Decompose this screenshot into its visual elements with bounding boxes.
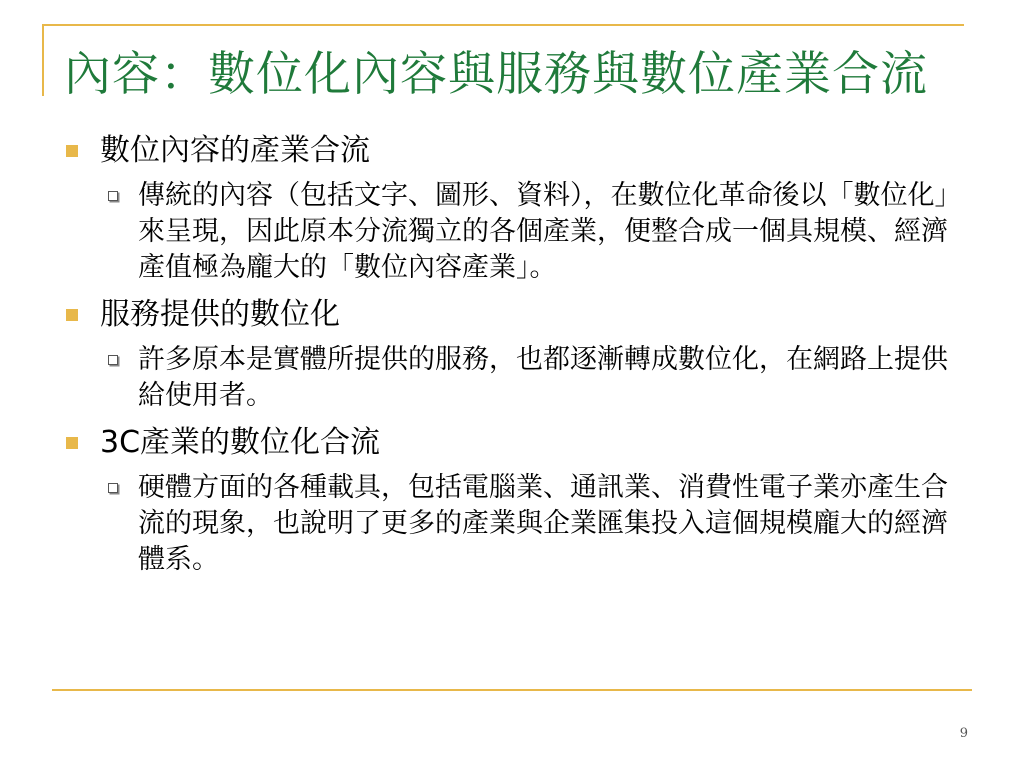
bullet-3c-convergence: [60, 424, 960, 462]
top-rule: [42, 24, 964, 26]
sub-bullet: [60, 342, 960, 414]
sub-bullet-text: 硬體方面的各種載具，包括電腦業、通訊業、消費性電子業亦產生合流的現象，也說明了更多的產業與企業匯集投入這個規模龐大的經濟體系。: [138, 472, 948, 575]
slide-body: [60, 132, 960, 588]
bullet-digital-content-convergence: [60, 132, 960, 170]
hollow-square-bullet-icon: [108, 483, 118, 493]
left-rule: [42, 24, 44, 96]
bullet-service-digitization: [60, 296, 960, 334]
sub-bullet: [60, 178, 960, 286]
filled-square-bullet-icon: [66, 145, 78, 157]
sub-bullet: [60, 470, 960, 578]
filled-square-bullet-icon: [66, 309, 78, 321]
bullet-text: 3C產業的數位化合流: [100, 425, 381, 460]
bullet-text: 服務提供的數位化: [100, 297, 340, 332]
page-number: 9: [959, 726, 968, 741]
filled-square-bullet-icon: [66, 437, 78, 449]
hollow-square-bullet-icon: [108, 191, 118, 201]
bullet-text: 數位內容的產業合流: [100, 133, 370, 168]
sub-bullet-text: 傳統的內容（包括文字、圖形、資料），在數位化革命後以「數位化」來呈現，因此原本分流獨立的各個產業，便整合成一個具規模、經濟產值極為龐大的「數位內容產業」。: [138, 180, 948, 283]
sub-bullet-text: 許多原本是實體所提供的服務，也都逐漸轉成數位化，在網路上提供給使用者。: [138, 344, 948, 411]
hollow-square-bullet-icon: [108, 355, 118, 365]
bottom-rule: [52, 689, 972, 691]
slide-title: 內容：數位化內容與服務與數位產業合流: [64, 47, 928, 102]
